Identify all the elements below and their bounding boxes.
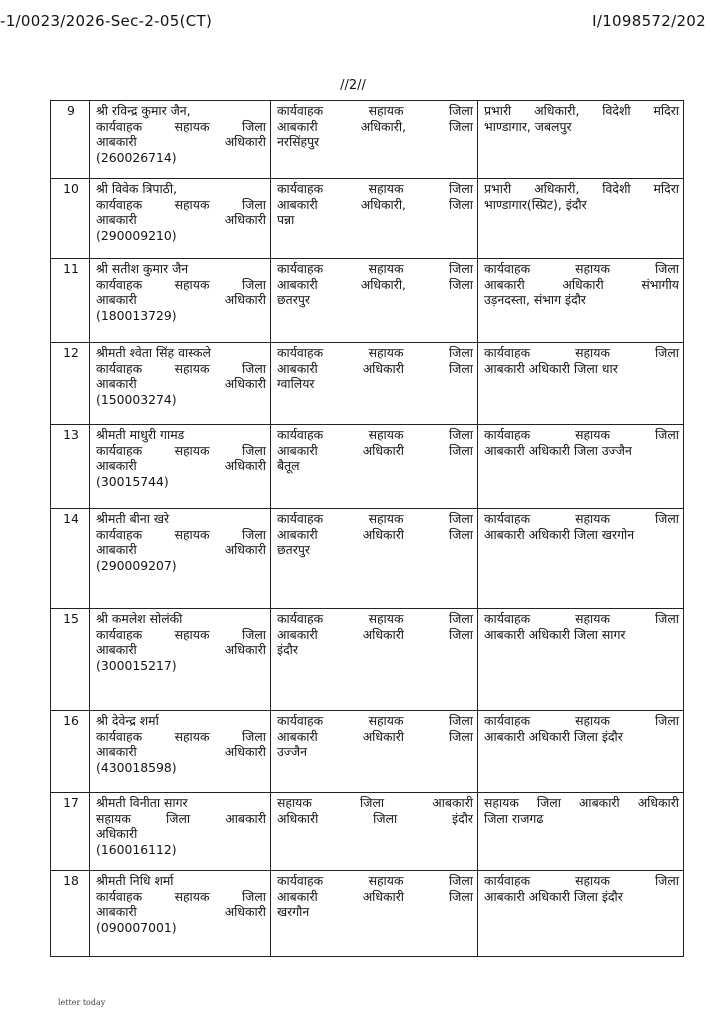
serial-number: 12 — [51, 343, 90, 425]
new-posting-line: भाण्डागार(स्प्रिट), इंदौर — [484, 196, 587, 212]
current-posting-line: कार्यवाहक सहायक जिला — [277, 873, 473, 888]
officer-designation: कार्यवाहक सहायक जिला — [96, 626, 266, 642]
officer-cell — [90, 343, 271, 425]
current-posting-line: आबकारी अधिकारी जिला — [277, 626, 473, 642]
transfer-table — [50, 100, 684, 957]
serial-number: 18 — [51, 871, 90, 957]
officer-designation: कार्यवाहक सहायक जिला — [96, 728, 266, 744]
current-posting-line: आबकारी अधिकारी जिला — [277, 888, 473, 904]
current-posting-district: छतरपुर — [277, 542, 310, 558]
officer-designation: आबकारी अधिकारी — [96, 904, 266, 920]
new-posting-cell — [478, 101, 684, 179]
new-posting-cell — [478, 343, 684, 425]
officer-designation: अधिकारी — [96, 826, 138, 842]
officer-designation: आबकारी अधिकारी — [96, 642, 266, 658]
current-posting-line: कार्यवाहक सहायक जिला — [277, 713, 473, 728]
document-number: I/1098572/202 — [592, 12, 706, 30]
current-posting-line: कार्यवाहक सहायक जिला — [277, 181, 473, 196]
employee-id: (150003274) — [96, 391, 177, 407]
new-posting-cell — [478, 711, 684, 793]
new-posting-line: आबकारी अधिकारी जिला उज्जैन — [484, 442, 632, 458]
employee-id: (290009210) — [96, 227, 177, 243]
officer-cell — [90, 871, 271, 957]
current-posting-line: अधिकारी जिला इंदौर — [277, 810, 473, 826]
current-posting-cell — [271, 609, 478, 711]
officer-cell — [90, 509, 271, 609]
serial-number: 11 — [51, 259, 90, 343]
table-row — [51, 259, 684, 343]
current-posting-line: आबकारी अधिकारी, जिला — [277, 118, 473, 134]
officer-designation: आबकारी अधिकारी — [96, 744, 266, 760]
current-posting-district: ग्वालियर — [277, 376, 315, 392]
officer-designation: कार्यवाहक सहायक जिला — [96, 118, 266, 134]
officer-designation: आबकारी अधिकारी — [96, 542, 266, 558]
employee-id: (180013729) — [96, 307, 177, 323]
new-posting-line: प्रभारी अधिकारी, विदेशी मदिरा — [484, 103, 679, 118]
new-posting-line: प्रभारी अधिकारी, विदेशी मदिरा — [484, 181, 679, 196]
serial-number: 16 — [51, 711, 90, 793]
serial-number: 9 — [51, 101, 90, 179]
current-posting-cell — [271, 101, 478, 179]
officer-name: श्रीमती श्वेता सिंह वास्कले — [96, 345, 211, 360]
table-row — [51, 179, 684, 259]
current-posting-district: बैतूल — [277, 458, 300, 474]
current-posting-district: छतरपुर — [277, 292, 310, 308]
current-posting-line: कार्यवाहक सहायक जिला — [277, 427, 473, 442]
employee-id: (260026714) — [96, 149, 177, 165]
officer-name: श्री देवेन्द्र शर्मा — [96, 713, 159, 728]
officer-name: श्रीमती माधुरी गामड — [96, 427, 185, 442]
new-posting-cell — [478, 609, 684, 711]
new-posting-cell — [478, 871, 684, 957]
officer-designation: कार्यवाहक सहायक जिला — [96, 526, 266, 542]
current-posting-cell — [271, 259, 478, 343]
officer-cell — [90, 793, 271, 871]
officer-name: श्रीमती निधि शर्मा — [96, 873, 174, 888]
new-posting-cell — [478, 793, 684, 871]
current-posting-line: कार्यवाहक सहायक जिला — [277, 511, 473, 526]
officer-cell — [90, 425, 271, 509]
officer-designation: कार्यवाहक सहायक जिला — [96, 360, 266, 376]
table-row — [51, 711, 684, 793]
employee-id: (30015744) — [96, 473, 169, 489]
employee-id: (300015217) — [96, 657, 177, 673]
officer-designation: आबकारी अधिकारी — [96, 376, 266, 392]
new-posting-line: आबकारी अधिकारी जिला इंदौर — [484, 728, 623, 744]
current-posting-cell — [271, 793, 478, 871]
officer-name: श्री कमलेश सोलंकी — [96, 611, 183, 626]
current-posting-district: खरगौन — [277, 904, 310, 920]
new-posting-line: जिला राजगढ — [484, 810, 544, 826]
new-posting-line: कार्यवाहक सहायक जिला — [484, 611, 679, 626]
current-posting-district: उज्जैन — [277, 744, 307, 760]
serial-number: 15 — [51, 609, 90, 711]
current-posting-cell — [271, 343, 478, 425]
current-posting-district: इंदौर — [277, 642, 298, 658]
officer-designation: कार्यवाहक सहायक जिला — [96, 196, 266, 212]
new-posting-line: कार्यवाहक सहायक जिला — [484, 713, 679, 728]
serial-number: 10 — [51, 179, 90, 259]
current-posting-cell — [271, 425, 478, 509]
officer-cell — [90, 101, 271, 179]
new-posting-line: कार्यवाहक सहायक जिला — [484, 261, 679, 276]
current-posting-district: पन्ना — [277, 212, 295, 228]
new-posting-line: आबकारी अधिकारी जिला खरगोन — [484, 526, 635, 542]
current-posting-line: कार्यवाहक सहायक जिला — [277, 261, 473, 276]
current-posting-district: नरसिंहपुर — [277, 134, 320, 150]
page-number: //2// — [340, 78, 366, 93]
new-posting-line: कार्यवाहक सहायक जिला — [484, 345, 679, 360]
new-posting-line: कार्यवाहक सहायक जिला — [484, 511, 679, 526]
new-posting-line: सहायक जिला आबकारी अधिकारी — [484, 795, 679, 810]
current-posting-line: कार्यवाहक सहायक जिला — [277, 103, 473, 118]
serial-number: 17 — [51, 793, 90, 871]
officer-designation: आबकारी अधिकारी — [96, 292, 266, 308]
officer-name: श्रीमती बीना खरे — [96, 511, 170, 526]
officer-cell — [90, 259, 271, 343]
current-posting-line: आबकारी अधिकारी जिला — [277, 442, 473, 458]
current-posting-cell — [271, 871, 478, 957]
officer-designation: कार्यवाहक सहायक जिला — [96, 888, 266, 904]
footer-note: letter today — [58, 998, 106, 1007]
table-row — [51, 343, 684, 425]
officer-name: श्री सतीश कुमार जैन — [96, 261, 189, 276]
new-posting-line: आबकारी अधिकारी जिला इंदौर — [484, 888, 623, 904]
current-posting-line: आबकारी अधिकारी जिला — [277, 360, 473, 376]
employee-id: (090007001) — [96, 919, 177, 935]
officer-cell — [90, 609, 271, 711]
serial-number: 13 — [51, 425, 90, 509]
officer-designation: आबकारी अधिकारी — [96, 134, 266, 150]
table-row — [51, 793, 684, 871]
current-posting-line: आबकारी अधिकारी जिला — [277, 728, 473, 744]
officer-cell — [90, 711, 271, 793]
table-row — [51, 609, 684, 711]
officer-name: श्रीमती विनीता सागर — [96, 795, 188, 810]
current-posting-line: कार्यवाहक सहायक जिला — [277, 611, 473, 626]
new-posting-line: आबकारी अधिकारी संभागीय — [484, 276, 679, 292]
officer-cell — [90, 179, 271, 259]
officer-designation: आबकारी अधिकारी — [96, 458, 266, 474]
current-posting-line: आबकारी अधिकारी जिला — [277, 526, 473, 542]
serial-number: 14 — [51, 509, 90, 609]
current-posting-cell — [271, 509, 478, 609]
table-row — [51, 509, 684, 609]
current-posting-line: सहायक जिला आबकारी — [277, 795, 473, 810]
new-posting-cell — [478, 509, 684, 609]
officer-name: श्री रविन्द्र कुमार जैन, — [96, 103, 191, 118]
current-posting-cell — [271, 179, 478, 259]
officer-designation: सहायक जिला आबकारी — [96, 810, 266, 826]
table-row — [51, 871, 684, 957]
current-posting-line: आबकारी अधिकारी, जिला — [277, 276, 473, 292]
employee-id: (160016112) — [96, 841, 177, 857]
new-posting-line: आबकारी अधिकारी जिला धार — [484, 360, 618, 376]
officer-designation: कार्यवाहक सहायक जिला — [96, 442, 266, 458]
new-posting-line: आबकारी अधिकारी जिला सागर — [484, 626, 626, 642]
current-posting-line: आबकारी अधिकारी, जिला — [277, 196, 473, 212]
current-posting-line: कार्यवाहक सहायक जिला — [277, 345, 473, 360]
employee-id: (430018598) — [96, 759, 177, 775]
file-reference: -1/0023/2026-Sec-2-05(CT) — [0, 12, 213, 30]
employee-id: (290009207) — [96, 557, 177, 573]
officer-name: श्री विवेक त्रिपाठी, — [96, 181, 178, 196]
new-posting-line: उड़नदस्ता, संभाग इंदौर — [484, 292, 586, 308]
new-posting-line: कार्यवाहक सहायक जिला — [484, 873, 679, 888]
new-posting-cell — [478, 179, 684, 259]
table-row — [51, 425, 684, 509]
current-posting-cell — [271, 711, 478, 793]
officer-designation: आबकारी अधिकारी — [96, 212, 266, 228]
table-row — [51, 101, 684, 179]
new-posting-line: कार्यवाहक सहायक जिला — [484, 427, 679, 442]
new-posting-cell — [478, 425, 684, 509]
new-posting-cell — [478, 259, 684, 343]
new-posting-line: भाण्डागार, जबलपुर — [484, 118, 572, 134]
officer-designation: कार्यवाहक सहायक जिला — [96, 276, 266, 292]
